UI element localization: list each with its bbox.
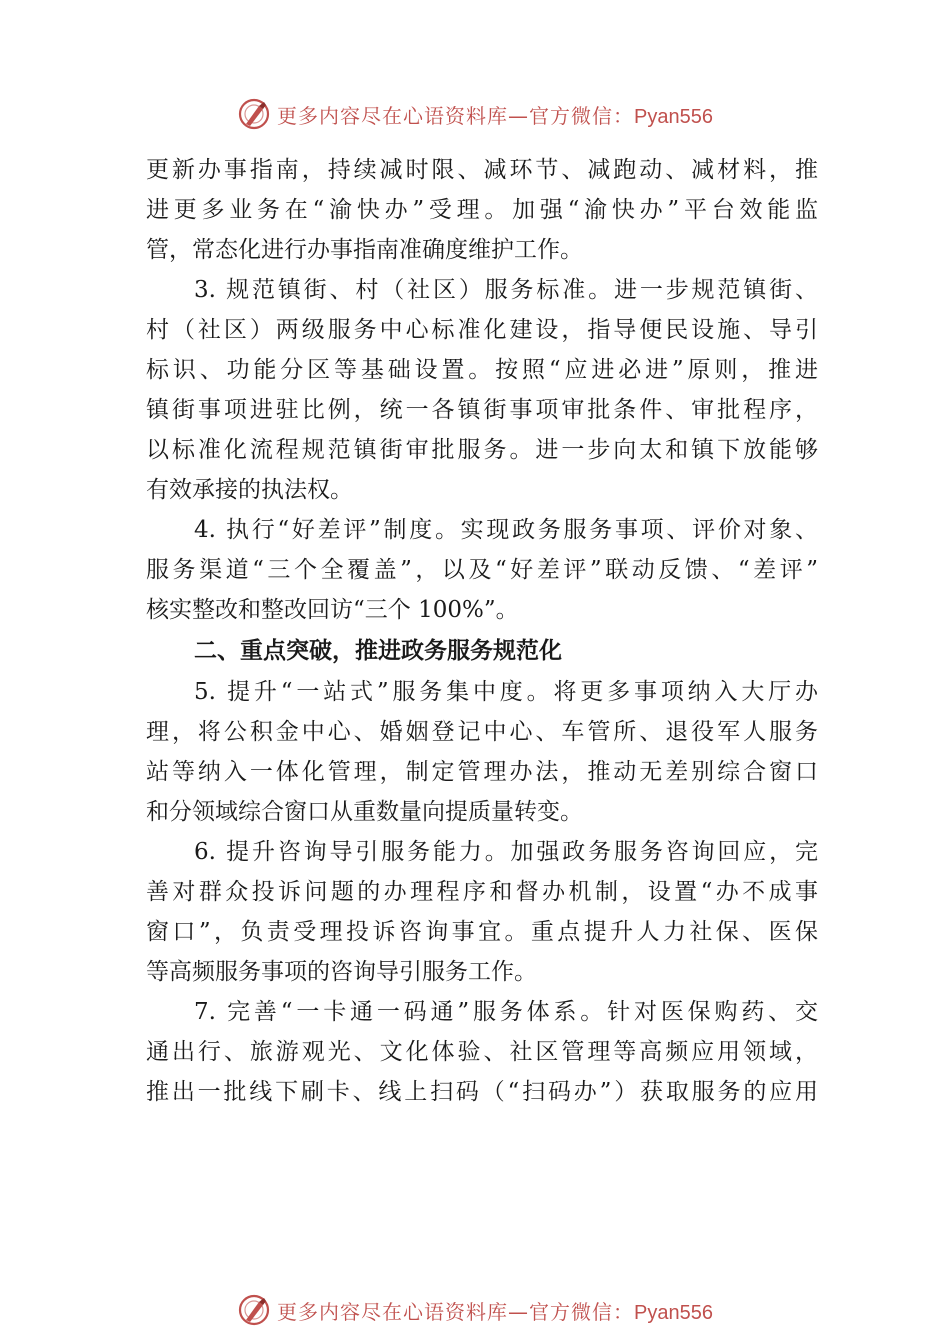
watermark-wechat-id: Pyan556 — [634, 1301, 713, 1324]
text-line: 善对群众投诉问题的办理程序和督办机制，设置“办不成事 — [146, 879, 818, 905]
watermark-text — [277, 1296, 713, 1325]
footer-watermark — [0, 1290, 950, 1330]
text-line: 6. 提升咨询导引服务能力。加强政务服务咨询回应，完 — [194, 839, 818, 865]
text-line: 镇街事项进驻比例，统一各镇街事项审批条件、审批程序， — [146, 397, 818, 423]
text-line: 4. 执行“好差评”制度。实现政务服务事项、评价对象、 — [194, 517, 818, 543]
text-line: 等高频服务事项的咨询导引服务工作。 — [146, 959, 537, 985]
text-line: 服务渠道“三个全覆盖”，以及“好差评”联动反馈、“差评” — [146, 557, 818, 583]
pen-nib-seal-icon — [237, 1293, 271, 1327]
text-line: 更新办事指南，持续减时限、减环节、减跑动、减材料，推 — [146, 157, 818, 183]
text-line: 以标准化流程规范镇街审批服务。进一步向太和镇下放能够 — [146, 437, 818, 463]
text-line: 站等纳入一体化管理，制定管理办法，推动无差别综合窗口 — [146, 759, 818, 785]
text-line: 5. 提升“一站式”服务集中度。将更多事项纳入大厅办 — [194, 679, 818, 705]
paragraph-item-6 — [146, 832, 818, 992]
watermark-label: 更多内容尽在心语资料库—官方微信： — [277, 103, 635, 128]
paragraph-item-7 — [146, 992, 818, 1112]
watermark-text — [277, 100, 713, 129]
text-line: 和分领域综合窗口从重数量向提质量转变。 — [146, 799, 583, 825]
text-line: 3. 规范镇街、村（社区）服务标准。进一步规范镇街、 — [194, 277, 818, 303]
watermark-wechat-id: Pyan556 — [634, 105, 713, 128]
text-line: 管，常态化进行办事指南准确度维护工作。 — [146, 237, 583, 263]
section-heading: 二、重点突破，推进政务服务规范化 — [194, 638, 562, 664]
text-line: 推出一批线下刷卡、线上扫码（“扫码办”）获取服务的应用 — [146, 1079, 818, 1105]
header-watermark — [0, 94, 950, 134]
text-line: 有效承接的执法权。 — [146, 477, 353, 503]
pen-nib-seal-icon — [237, 97, 271, 131]
watermark-label: 更多内容尽在心语资料库—官方微信： — [277, 1299, 635, 1324]
text-line: 通出行、旅游观光、文化体验、社区管理等高频应用领域， — [146, 1039, 818, 1065]
document-body — [146, 150, 818, 1112]
paragraph — [146, 150, 818, 270]
text-line: 核实整改和整改回访“三个 100%”。 — [146, 597, 519, 623]
paragraph-item-3 — [146, 270, 818, 510]
text-line: 7. 完善“一卡通一码通”服务体系。针对医保购药、交 — [194, 999, 818, 1025]
paragraph-item-5 — [146, 672, 818, 832]
paragraph-item-4 — [146, 510, 818, 630]
text-line: 标识、功能分区等基础设置。按照“应进必进”原则，推进 — [146, 357, 818, 383]
text-line: 村（社区）两级服务中心标准化建设，指导便民设施、导引 — [146, 317, 818, 343]
text-line: 理，将公积金中心、婚姻登记中心、车管所、退役军人服务 — [146, 719, 818, 745]
text-line: 进更多业务在“渝快办”受理。加强“渝快办”平台效能监 — [146, 197, 818, 223]
text-line: 窗口”，负责受理投诉咨询事宜。重点提升人力社保、医保 — [146, 919, 818, 945]
